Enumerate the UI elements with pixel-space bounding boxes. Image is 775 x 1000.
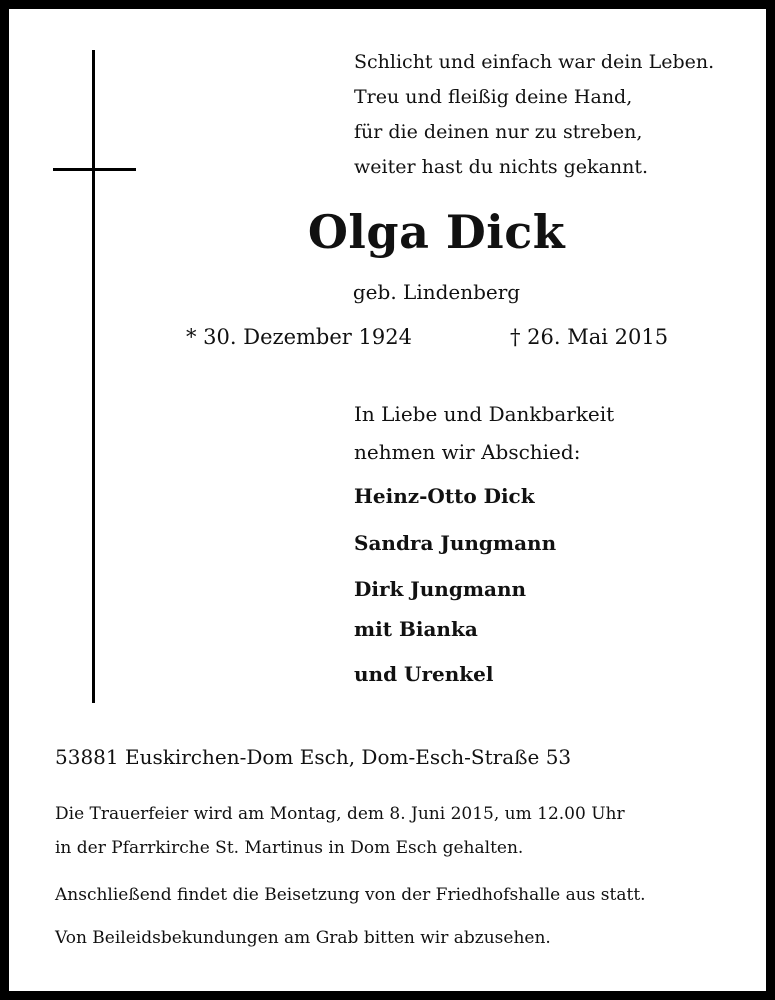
address: 53881 Euskirchen-Dom Esch, Dom-Esch-Straße 53 [55, 745, 572, 769]
cross-horizontal-bar [53, 168, 136, 171]
poem-line: weiter hast du nichts gekannt. [354, 156, 649, 178]
mourner-name: Heinz-Otto Dick [354, 484, 535, 508]
mourner-name: mit Bianka [354, 617, 478, 641]
poem-line: Schlicht und einfach war dein Leben. [354, 51, 715, 73]
farewell-intro-line: In Liebe und Dankbarkeit [354, 402, 615, 426]
farewell-intro [354, 395, 614, 471]
ceremony-info [55, 797, 625, 865]
deceased-name: Olga Dick [307, 205, 566, 259]
ceremony-line: Die Trauerfeier wird am Montag, dem 8. Juni 2015, um 12.00 Uhr [55, 804, 625, 824]
poem-line: Treu und fleißig deine Hand, [354, 86, 633, 108]
mourner-name: und Urenkel [354, 662, 494, 686]
mourner-name: Dirk Jungmann [354, 577, 527, 601]
birth-date: * 30. Dezember 1924 [186, 325, 412, 349]
condolences-note: Von Beileidsbekundungen am Grab bitten wir abzusehen. [55, 928, 551, 948]
cross-vertical-bar [92, 50, 95, 703]
maiden-name: geb. Lindenberg [352, 280, 521, 304]
mourner-name: Sandra Jungmann [354, 531, 557, 555]
poem [354, 45, 714, 185]
burial-info: Anschließend findet die Beisetzung von der Friedhofshalle aus statt. [55, 885, 646, 905]
poem-line: für die deinen nur zu streben, [354, 121, 643, 143]
ceremony-line: in der Pfarrkirche St. Martinus in Dom Esch gehalten. [55, 838, 524, 858]
death-date: † 26. Mai 2015 [510, 325, 669, 349]
farewell-intro-line: nehmen wir Abschied: [354, 440, 581, 464]
